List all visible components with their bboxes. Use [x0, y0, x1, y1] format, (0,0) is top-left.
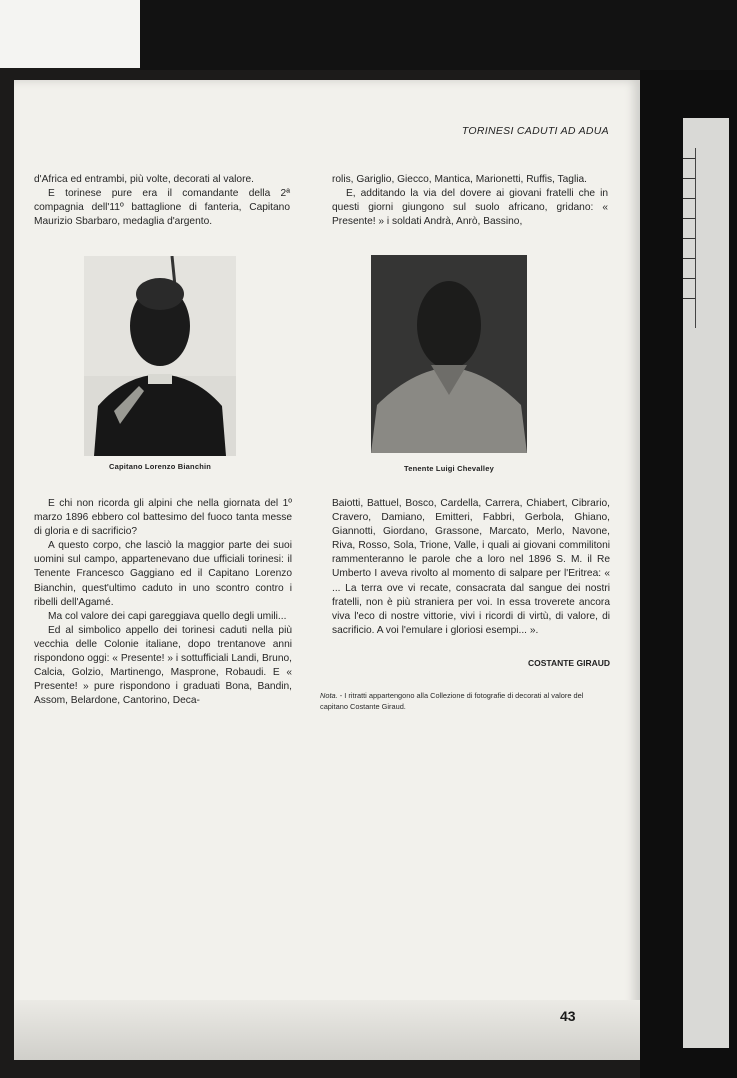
right-column-bottom	[332, 497, 610, 638]
paragraph: E chi non ricorda gli alpini che nella giornata del 1º marzo 1896 ebbero col battesimo del fuoco tanta messe di gloria e di sacrificio?	[34, 498, 292, 538]
background-corner	[0, 0, 140, 68]
adjacent-page-edge	[683, 118, 729, 1048]
paragraph: Ma col valore dei capi gareggiava quello degli umili...	[48, 610, 287, 622]
portrait-photo-chevalley	[371, 255, 527, 453]
footnote-label: Nota.	[320, 691, 338, 700]
photo-caption-chevalley: Tenente Luigi Chevalley	[404, 464, 494, 473]
author-signature: COSTANTE GIRAUD	[527, 658, 610, 668]
background-top	[140, 0, 737, 70]
paragraph: E torinese pure era il comandante della 2ª compagnia dell'11º battaglione di fanteria, Capitano Maurizio Sbarbaro, medaglia d'argento.	[34, 188, 290, 228]
photo-caption-bianchin: Capitano Lorenzo Bianchin	[108, 462, 212, 471]
left-column-bottom	[34, 497, 292, 708]
paragraph: d'Africa ed entrambi, più volte, decorati al valore.	[34, 174, 254, 185]
page-bottom-shade	[14, 1000, 640, 1060]
running-header: TORINESI CADUTI AD ADUA	[461, 125, 609, 137]
footnote	[320, 690, 612, 712]
paragraph: A questo corpo, che lasciò la maggior parte dei suoi uomini sul campo, appartenevano due ufficiali torinesi: il Tenente Francesco Gaggiano ed il Capitano Lorenzo Bianchin, quest'ultimo caduto in uno scontro contro i ribelli dell'Agamé.	[34, 540, 292, 608]
right-column-top	[332, 173, 608, 229]
page-number: 43	[560, 1008, 576, 1024]
paragraph: E, additando la via del dovere ai giovani fratelli che in questi giorni giungono sul suolo africano, gridano: « Presente! » i soldati Andrà, Anrò, Bassino,	[332, 188, 608, 228]
portrait-photo-bianchin	[84, 256, 236, 456]
left-column-top	[34, 173, 290, 229]
paragraph: Baiotti, Battuel, Bosco, Cardella, Carrera, Chiabert, Cibrario, Cravero, Damiano, Emitteri, Fabbri, Gerbola, Ghiano, Giannotti, Giordano, Grassone, Marcato, Merlo, Navone, Riva, Rosso, Sola, Trione, Valle, i quali ai giovani commilitoni rammenteranno le parole che a loro nel 1896 S. M. il Re Umberto I aveva rivolto al momento di salpare per l'Eritrea: « ... La terra ove vi recate, consacrata dal sangue dei nostri fratelli, non è più straniera per voi. In essa troverete ancora viva l'eco di nostre vittorie, vivi i ricordi di virtù, di valore, di sacrificio. A voi l'emulare i gloriosi esempi... ».	[332, 498, 610, 636]
paragraph: rolis, Gariglio, Giecco, Mantica, Marionetti, Ruffis, Taglia.	[332, 174, 587, 185]
paragraph: Ed al simbolico appello dei torinesi caduti nella più vecchia delle Colonie italiane, dopo trentanove anni rispondono oggi: « Presente! » i sottufficiali Landi, Bruno, Calcia, Golzio, Martinengo, Masprone, Robaudi. E « Presente! » pure rispondono i graduati Bona, Bandin, Assom, Belardone, Cantorino, Deca-	[34, 624, 292, 707]
footnote-text: - I ritratti appartengono alla Collezione di fotografie di decorati al valore del capitano Costante Giraud.	[320, 691, 584, 711]
